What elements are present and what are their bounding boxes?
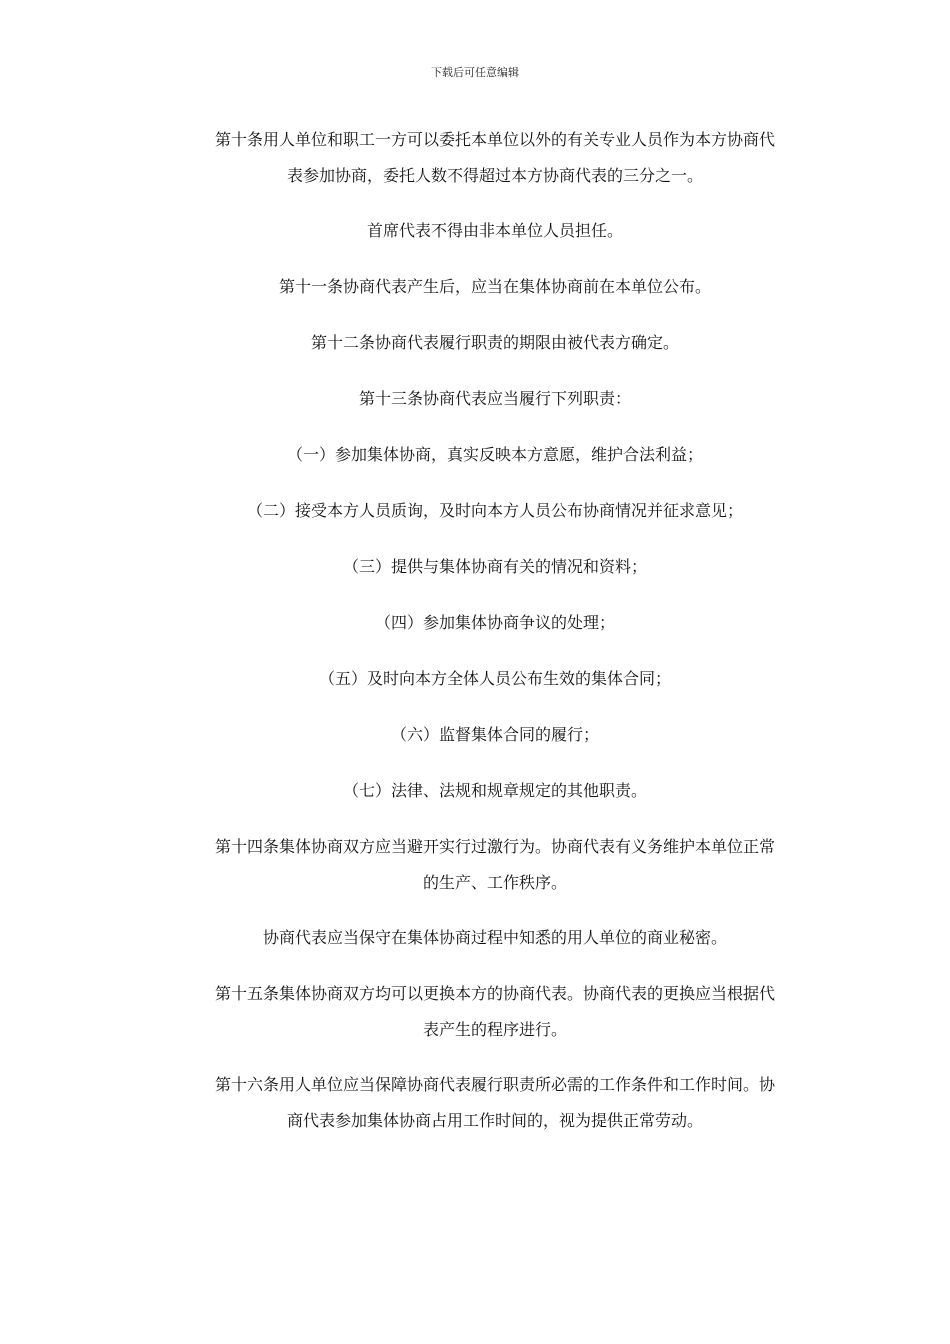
paragraph-line: 第十条用人单位和职工一方可以委托本单位以外的有关专业人员作为本方协商代	[214, 130, 775, 149]
duty-item-6	[185, 717, 805, 753]
chief-representative-note	[185, 213, 805, 249]
paragraph-line: 第十二条协商代表履行职责的期限由被代表方确定。	[310, 333, 679, 352]
paragraph-line: 第十六条用人单位应当保障协商代表履行职责所必需的工作条件和工作时间。协	[214, 1075, 775, 1094]
paragraph-line: （二）接受本方人员质询，及时向本方人员公布协商情况并征求意见；	[246, 501, 743, 520]
paragraph-line: 第十一条协商代表产生后，应当在集体协商前在本单位公布。	[278, 277, 711, 296]
paragraph-line: 的生产、工作秩序。	[422, 873, 567, 892]
article-13	[185, 381, 805, 417]
paragraph-line: 首席代表不得由非本单位人员担任。	[366, 221, 623, 240]
paragraph-line: 表参加协商，委托人数不得超过本方协商代表的三分之一。	[286, 166, 703, 185]
paragraph-line: （三）提供与集体协商有关的情况和资料；	[342, 557, 647, 576]
duty-item-3	[185, 549, 805, 585]
article-10	[185, 122, 805, 194]
article-16	[185, 1067, 805, 1139]
paragraph-line: （七）法律、法规和规章规定的其他职责。	[342, 781, 647, 800]
paragraph-line: 第十三条协商代表应当履行下列职责：	[358, 389, 631, 408]
paragraph-line: （六）监督集体合同的履行；	[390, 725, 599, 744]
paragraph-line: 协商代表应当保守在集体协商过程中知悉的用人单位的商业秘密。	[262, 928, 727, 947]
paragraph-line: 表产生的程序进行。	[422, 1020, 567, 1039]
duty-item-5	[185, 661, 805, 697]
duty-item-2	[185, 493, 805, 529]
confidentiality-note	[185, 920, 805, 956]
duty-item-4	[185, 605, 805, 641]
article-14	[185, 829, 805, 901]
paragraph-line: 第十五条集体协商双方均可以更换本方的协商代表。协商代表的更换应当根据代	[214, 984, 775, 1003]
document-body	[185, 122, 805, 1158]
paragraph-line: 商代表参加集体协商占用工作时间的，视为提供正常劳动。	[286, 1111, 703, 1130]
article-15	[185, 976, 805, 1048]
duty-item-7	[185, 773, 805, 809]
article-12	[185, 325, 805, 361]
duty-item-1	[185, 437, 805, 473]
page-header: 下载后可任意编辑	[431, 66, 519, 79]
paragraph-line: （一）参加集体协商，真实反映本方意愿，维护合法利益；	[286, 445, 703, 464]
article-11	[185, 269, 805, 305]
paragraph-line: 第十四条集体协商双方应当避开实行过激行为。协商代表有义务维护本单位正常	[214, 837, 775, 856]
paragraph-line: （五）及时向本方全体人员公布生效的集体合同；	[318, 669, 671, 688]
paragraph-line: （四）参加集体协商争议的处理；	[374, 613, 615, 632]
